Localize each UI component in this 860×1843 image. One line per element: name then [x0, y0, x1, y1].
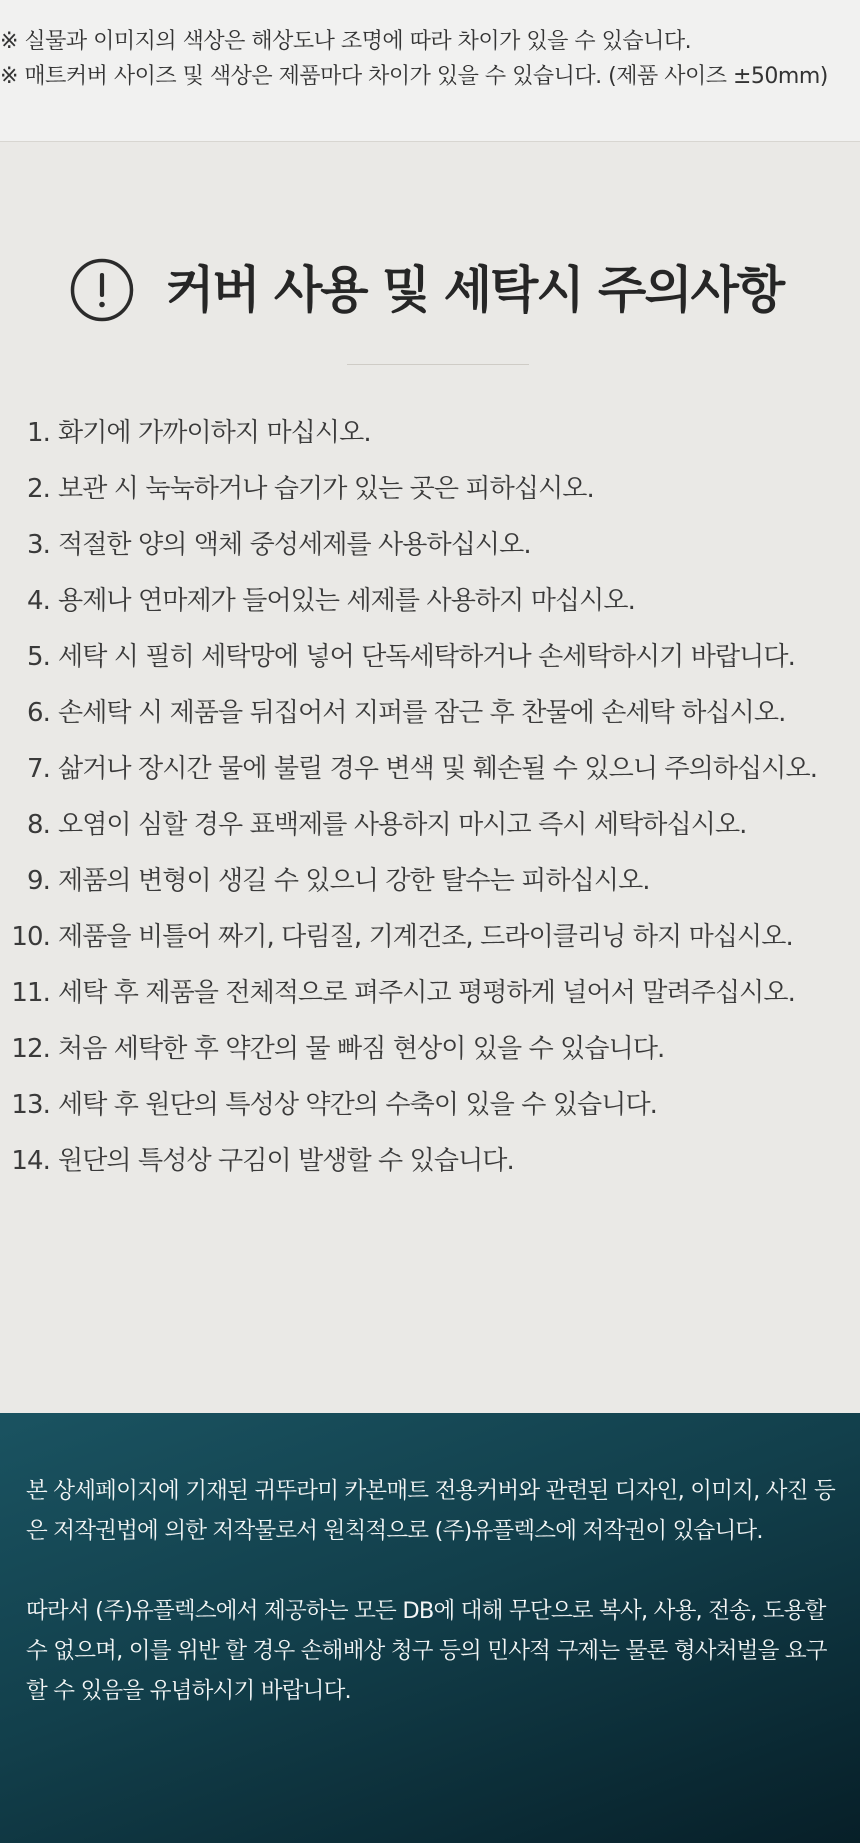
- caution-item-text: 삶거나 장시간 물에 불릴 경우 변색 및 훼손될 수 있으니 주의하십시오.: [58, 754, 818, 784]
- caution-item: [0, 461, 817, 517]
- caution-item: [0, 965, 817, 1021]
- caution-item: [0, 1077, 817, 1133]
- caution-item: [0, 853, 817, 909]
- caution-title: 커버 사용 및 세탁시 주의사항: [166, 261, 784, 319]
- caution-item-text: 세탁 후 원단의 특성상 약간의 수축이 있을 수 있습니다.: [58, 1090, 658, 1120]
- caution-item-number: 5.: [26, 642, 50, 672]
- exclamation-circle-icon: [70, 258, 134, 322]
- caution-item-text: 손세탁 시 제품을 뒤집어서 지퍼를 잠근 후 찬물에 손세탁 하십시오.: [58, 698, 786, 728]
- product-notes: [0, 0, 860, 142]
- caution-item-text: 세탁 시 필히 세탁망에 넣어 단독세탁하거나 손세탁하시기 바랍니다.: [58, 642, 795, 672]
- caution-item-number: 1.: [26, 418, 50, 448]
- caution-item: [0, 405, 817, 461]
- caution-item: [0, 909, 817, 965]
- caution-item: [0, 685, 817, 741]
- caution-item-text: 제품을 비틀어 짜기, 다림질, 기계건조, 드라이클리닝 하지 마십시오.: [58, 922, 793, 952]
- caution-item-number: 8.: [26, 810, 50, 840]
- caution-item: [0, 741, 817, 797]
- caution-item-number: 13.: [11, 1090, 50, 1120]
- caution-item: [0, 517, 817, 573]
- caution-item-text: 제품의 변형이 생길 수 있으니 강한 탈수는 피하십시오.: [58, 866, 650, 896]
- caution-list: [0, 405, 817, 1189]
- caution-item-number: 9.: [26, 866, 50, 896]
- caution-item: [0, 1133, 817, 1189]
- caution-item-text: 처음 세탁한 후 약간의 물 빠짐 현상이 있을 수 있습니다.: [58, 1034, 665, 1064]
- caution-item-text: 원단의 특성상 구김이 발생할 수 있습니다.: [58, 1146, 514, 1176]
- title-divider: [347, 364, 529, 365]
- caution-item-text: 오염이 심할 경우 표백제를 사용하지 마시고 즉시 세탁하십시오.: [58, 810, 747, 840]
- copyright-paragraph-2: 따라서 (주)유플렉스에서 제공하는 모든 DB에 대해 무단으로 복사, 사용, 전송, 도용할 수 없으며, 이를 위반 할 경우 손해배상 청구 등의 민사적 구제는 물론 형사처벌을 요구할 수 있음을 유념하시기 바랍니다.: [26, 1598, 827, 1704]
- caution-item-number: 6.: [26, 698, 50, 728]
- caution-item-text: 세탁 후 제품을 전체적으로 펴주시고 평평하게 널어서 말려주십시오.: [58, 978, 795, 1008]
- caution-item-number: 11.: [11, 978, 50, 1008]
- caution-header: [70, 258, 783, 322]
- caution-item-number: 10.: [11, 922, 50, 952]
- caution-item-text: 보관 시 눅눅하거나 습기가 있는 곳은 피하십시오.: [58, 474, 594, 504]
- caution-section: [0, 142, 860, 1413]
- caution-item: [0, 1021, 817, 1077]
- caution-item-number: 7.: [26, 754, 50, 784]
- copyright-notice: [0, 1413, 860, 1843]
- caution-item-number: 4.: [26, 586, 50, 616]
- size-notice: ※ 매트커버 사이즈 및 색상은 제품마다 차이가 있을 수 있습니다. (제품 사이즈 ±50mm): [0, 64, 828, 89]
- color-notice: ※ 실물과 이미지의 색상은 해상도나 조명에 따라 차이가 있을 수 있습니다.: [0, 29, 692, 54]
- caution-item: [0, 629, 817, 685]
- caution-item-number: 2.: [26, 474, 50, 504]
- caution-item-text: 적절한 양의 액체 중성세제를 사용하십시오.: [58, 530, 531, 560]
- caution-item: [0, 573, 817, 629]
- caution-item-number: 14.: [11, 1146, 50, 1176]
- caution-item-text: 화기에 가까이하지 마십시오.: [58, 418, 371, 448]
- caution-item-number: 12.: [11, 1034, 50, 1064]
- copyright-paragraph-1: 본 상세페이지에 기재된 귀뚜라미 카본매트 전용커버와 관련된 디자인, 이미지, 사진 등은 저작권법에 의한 저작물로서 원칙적으로 (주)유플렉스에 저작권이 있습니다.: [26, 1478, 835, 1544]
- caution-item-number: 3.: [26, 530, 50, 560]
- caution-item: [0, 797, 817, 853]
- caution-item-text: 용제나 연마제가 들어있는 세제를 사용하지 마십시오.: [58, 586, 635, 616]
